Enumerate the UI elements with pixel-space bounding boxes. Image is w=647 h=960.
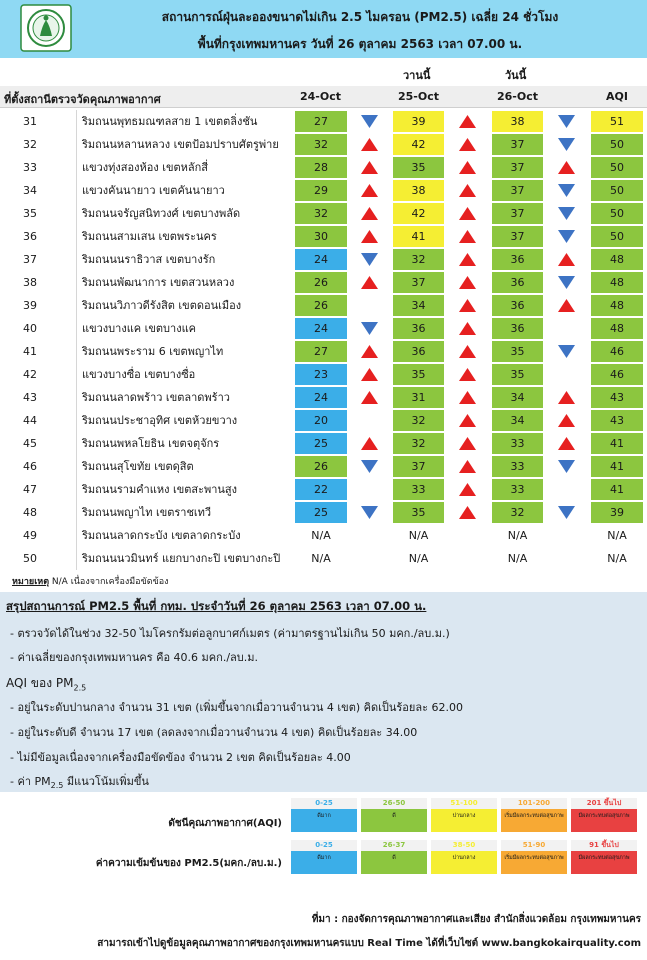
trend-up-icon [361,161,378,174]
table-row [0,156,647,179]
day2-value: 35 [393,364,444,385]
station-number: 48 [23,506,37,519]
pm-legend-item [501,840,567,874]
day3-value: 37 [492,180,543,201]
day1-value: 24 [295,249,347,270]
pm-legend-item [361,840,427,874]
station-name: แขวงคันนายาว เขตคันนายาว [82,184,225,197]
station-name: ริมถนนพญาไท เขตราชเทวี [82,506,212,519]
trend-down-icon [361,253,378,266]
table-row [0,547,647,570]
station-number: 42 [23,368,37,381]
table-row [0,432,647,455]
day2-value: 42 [393,134,444,155]
table-row [0,524,647,547]
day2-value: 36 [393,341,444,362]
day2-value: 35 [393,157,444,178]
summary-trend-line [10,772,149,790]
pm-legend-range: 38-50 [431,840,497,851]
pm-legend-item [291,840,357,874]
day2-value: 39 [393,111,444,132]
station-number: 47 [23,483,37,496]
trend-up-icon [459,322,476,335]
summary-moderate-line: - อยู่ในระดับปานกลาง จำนวน 31 เขต (เพิ่มขึ้นจากเมื่อวานจำนวน 4 เขต) คิดเป็นร้อยละ 62.00 [10,701,463,714]
bma-logo-icon [20,4,72,52]
table-row [0,455,647,478]
aqi-value: 50 [591,203,643,224]
pm-legend-range: 0-25 [291,840,357,851]
column-header-row [0,86,647,108]
station-name: ริมถนนวิภาวดีรังสิต เขตดอนเมือง [82,299,242,312]
aqi-value: 46 [591,341,643,362]
aqi-value: 48 [591,318,643,339]
day3-value: 33 [492,479,543,500]
date1-column-header: 24-Oct [300,90,342,103]
row-divider [76,386,77,409]
station-name: ริมถนนสุโขทัย เขตดุสิต [82,460,194,473]
day2-value: 41 [393,226,444,247]
table-row [0,110,647,133]
day2-value: N/A [408,529,429,542]
day3-value: 36 [492,272,543,293]
row-divider [76,179,77,202]
table-row [0,386,647,409]
aqi-value: 41 [591,479,643,500]
station-number: 34 [23,184,37,197]
page-subtitle: พื้นที่กรุงเทพมหานคร วันที่ 26 ตุลาคม 2563 เวลา 07.00 น. [197,37,523,51]
aqi-value: 50 [591,134,643,155]
today-label: วันนี้ [505,69,527,82]
day2-value: 32 [393,433,444,454]
row-divider [76,478,77,501]
day2-value: 33 [393,479,444,500]
table-row [0,133,647,156]
trend-up-icon [459,437,476,450]
row-divider [76,271,77,294]
trend-up-icon [558,161,575,174]
aqi-legend-swatch: เริ่มมีผลกระทบต่อสุขภาพ [501,809,567,832]
trend-up-icon [361,391,378,404]
summary-nodata-line: - ไม่มีข้อมูลเนื่องจากเครื่องมือขัดข้อง จำนวน 2 เขต คิดเป็นร้อยละ 4.00 [10,751,351,764]
aqi-value: 43 [591,410,643,431]
station-number: 50 [23,552,37,565]
pm-legend-title: ค่าความเข้มข้นของ PM2.5(มคก./ลบ.ม.) [95,858,282,869]
row-divider [76,455,77,478]
pm-legend-range: 51-90 [501,840,567,851]
day1-value: N/A [311,529,331,542]
aqi-value: 51 [591,111,643,132]
page-title: สถานการณ์ฝุ่นละอองขนาดไม่เกิน 2.5 ไมครอน (PM2.5) เฉลี่ย 24 ชั่วโมง [161,10,559,24]
station-name: ริมถนนลาดกระบัง เขตลาดกระบัง [82,529,241,542]
station-number: 46 [23,460,37,473]
row-divider [76,363,77,386]
table-row [0,179,647,202]
trend-down-icon [558,115,575,128]
day2-value: 38 [393,180,444,201]
aqi-legend-swatch: ปานกลาง [431,809,497,832]
pm-legend-range: 91 ขึ้นไป [571,840,637,851]
trend-up-icon [361,207,378,220]
aqi-legend-swatch: ดี [361,809,427,832]
trend-up-icon [459,184,476,197]
day1-value: 32 [295,203,347,224]
row-divider [76,133,77,156]
summary-panel [0,592,647,792]
table-row [0,202,647,225]
day2-value: 35 [393,502,444,523]
pm-legend-item [431,840,497,874]
day3-value: 36 [492,249,543,270]
day1-value: 20 [295,410,347,431]
trend-down-icon [558,460,575,473]
station-name: ริมถนนพุทธมณฑลสาย 1 เขตตลิ่งชัน [82,115,258,128]
aqi-legend-title: ดัชนีคุณภาพอากาศ(AQI) [168,818,282,829]
day1-value: 25 [295,502,347,523]
station-number: 36 [23,230,37,243]
aqi-value: 48 [591,249,643,270]
summary-range-line: - ตรวจวัดได้ในช่วง 32-50 ไมโครกรัมต่อลูกบาศก์เมตร (ค่ามาตรฐานไม่เกิน 50 มคก./ลบ.ม.) [10,627,450,640]
trend-up-icon [361,138,378,151]
aqi-legend-item [431,798,497,832]
day1-value: 26 [295,456,347,477]
row-divider [76,317,77,340]
aqi-legend-range: 26-50 [361,798,427,809]
trend-up-icon [459,207,476,220]
station-column-header: ที่ตั้งสถานีตรวจวัดคุณภาพอากาศ [4,93,161,106]
trend-up-icon [361,345,378,358]
station-number: 35 [23,207,37,220]
pm-legend-swatch: ปานกลาง [431,851,497,874]
trend-up-icon [459,299,476,312]
trend-up-icon [361,276,378,289]
day3-value: 38 [492,111,543,132]
trend-up-icon [558,414,575,427]
day1-value: 32 [295,134,347,155]
table-row [0,340,647,363]
station-number: 38 [23,276,37,289]
aqi-value: 48 [591,272,643,293]
table-row [0,225,647,248]
trend-up-icon [459,391,476,404]
trend-up-icon [459,161,476,174]
aqi-value: 39 [591,502,643,523]
table-row [0,248,647,271]
trend-up-icon [459,506,476,519]
day1-value: 23 [295,364,347,385]
aqi-value: 50 [591,157,643,178]
day1-value: 24 [295,318,347,339]
pm-legend-swatch: ดี [361,851,427,874]
station-number: 44 [23,414,37,427]
footnote-text: N/A เนื่องจากเครื่องมือขัดข้อง [51,577,169,587]
trend-up-icon [459,138,476,151]
station-number: 32 [23,138,37,151]
day2-value: 32 [393,249,444,270]
day3-value: N/A [507,529,528,542]
day1-value: 27 [295,111,347,132]
station-number: 31 [23,115,37,128]
trend-up-icon [459,345,476,358]
pm-legend-swatch: มีผลกระทบต่อสุขภาพ [571,851,637,874]
aqi-value: 50 [591,180,643,201]
day2-value: N/A [408,552,429,565]
trend-up-icon [459,483,476,496]
date2-column-header: 25-Oct [398,90,440,103]
trend-down-icon [361,322,378,335]
trend-up-icon [361,230,378,243]
trend-down-icon [361,115,378,128]
row-divider [76,225,77,248]
station-name: แขวงบางแค เขตบางแค [82,322,197,335]
day3-value: 33 [492,433,543,454]
station-name: ริมถนนพัฒนาการ เขตสวนหลวง [82,276,235,289]
date3-column-header: 26-Oct [497,90,539,103]
day2-value: 36 [393,318,444,339]
day2-value: 37 [393,456,444,477]
aqi-legend-range: 101-200 [501,798,567,809]
trend-up-icon [459,230,476,243]
pm-legend-item [571,840,637,874]
table-row [0,363,647,386]
trend-up-icon [558,299,575,312]
day3-value: 37 [492,203,543,224]
row-divider [76,432,77,455]
day2-value: 37 [393,272,444,293]
pm-legend-range: 26-37 [361,840,427,851]
trend-up-icon [459,115,476,128]
trend-up-icon [361,368,378,381]
aqi-value: 43 [591,387,643,408]
trend-sub: 2.5 [50,781,64,791]
day1-value: 28 [295,157,347,178]
aqi-value: 41 [591,456,643,477]
trend-up-icon [459,414,476,427]
aqi-subtitle-text: AQI ของ PM [6,676,74,690]
day3-value: 36 [492,318,543,339]
day3-value: 37 [492,134,543,155]
row-divider [76,340,77,363]
aqi-subtitle-sub: 2.5 [73,683,87,693]
row-divider [76,294,77,317]
row-divider [76,202,77,225]
day3-value: 37 [492,226,543,247]
trend-up-icon [558,253,575,266]
trend-up-icon [459,460,476,473]
row-divider [76,409,77,432]
station-name: ริมถนนจรัญสนิทวงศ์ เขตบางพลัด [82,207,241,220]
trend-up-icon [361,437,378,450]
day3-value: 33 [492,456,543,477]
footnote [12,574,169,588]
summary-good-line: - อยู่ในระดับดี จำนวน 17 เขต (ลดลงจากเมื่อวานจำนวน 4 เขต) คิดเป็นร้อยละ 34.00 [10,726,418,739]
row-divider [76,501,77,524]
aqi-legend-swatch: มีผลกระทบต่อสุขภาพ [571,809,637,832]
day3-value: 35 [492,364,543,385]
trend-up-icon [558,391,575,404]
station-number: 41 [23,345,37,358]
station-name: ริมถนนพหลโยธิน เขตจตุจักร [82,437,220,450]
station-number: 40 [23,322,37,335]
summary-average-line: - ค่าเฉลี่ยของกรุงเทพมหานคร คือ 40.6 มคก./ลบ.ม. [10,651,258,664]
day3-value: N/A [507,552,528,565]
header-banner [0,0,647,58]
table-row [0,478,647,501]
aqi-value: 48 [591,295,643,316]
aqi-subtitle [6,674,86,693]
day3-value: 34 [492,387,543,408]
station-name: ริมถนนสามเสน เขตพระนคร [82,230,217,243]
day1-value: 22 [295,479,347,500]
day1-value: 26 [295,272,347,293]
day1-value: 29 [295,180,347,201]
trend-up-icon [361,184,378,197]
pm-legend-swatch: เริ่มมีผลกระทบต่อสุขภาพ [501,851,567,874]
station-name: ริมถนนพระราม 6 เขตพญาไท [82,345,224,358]
aqi-value: 41 [591,433,643,454]
table-row [0,501,647,524]
day1-value: 27 [295,341,347,362]
station-name: แขวงบางซื่อ เขตบางซื่อ [82,368,196,381]
trend-down-icon [558,207,575,220]
day3-value: 36 [492,295,543,316]
aqi-legend-item [291,798,357,832]
day1-value: 24 [295,387,347,408]
station-name: ริมถนนประชาอุทิศ เขตห้วยขวาง [82,414,238,427]
aqi-column-header: AQI [606,90,628,103]
trend-down-icon [558,184,575,197]
station-name: แขวงทุ่งสองห้อง เขตหลักสี่ [82,161,208,174]
trend-down-icon [558,506,575,519]
station-name: ริมถนนลาดพร้าว เขตลาดพร้าว [82,391,230,404]
website-note: สามารถเข้าไปดูข้อมูลคุณภาพอากาศของกรุงเทพมหานครแบบ Real Time ได้ที่เว็บไซต์ www.bangkokairquality.com [97,938,641,949]
day3-value: 34 [492,410,543,431]
trend-prefix: - ค่า PM [10,775,51,788]
table-row [0,271,647,294]
aqi-value: 46 [591,364,643,385]
aqi-legend-item [501,798,567,832]
station-number: 49 [23,529,37,542]
aqi-value: N/A [607,529,627,542]
station-name: ริมถนนหลานหลวง เขตป้อมปราบศัตรูพ่าย [82,138,279,151]
row-divider [76,524,77,547]
station-number: 45 [23,437,37,450]
aqi-legend-swatch: ดีมาก [291,809,357,832]
yesterday-label: วานนี้ [403,69,431,82]
table-row [0,294,647,317]
station-name: ริมถนนนวมินทร์ แยกบางกะปิ เขตบางกะปิ [82,552,281,565]
station-number: 39 [23,299,37,312]
table-row [0,317,647,340]
table-row [0,409,647,432]
row-divider [76,248,77,271]
station-number: 43 [23,391,37,404]
day2-value: 34 [393,295,444,316]
day2-value: 31 [393,387,444,408]
trend-down-icon [558,276,575,289]
row-divider [76,110,77,133]
trend-up-icon [558,437,575,450]
day1-value: N/A [311,552,331,565]
row-divider [76,547,77,570]
trend-down-icon [361,460,378,473]
aqi-legend-range: 201 ขึ้นไป [571,798,637,809]
day1-value: 30 [295,226,347,247]
trend-down-icon [558,345,575,358]
aqi-legend-item [571,798,637,832]
trend-down-icon [558,230,575,243]
station-number: 37 [23,253,37,266]
aqi-legend-range: 0-25 [291,798,357,809]
footnote-label: หมายเหตุ [12,577,50,587]
day3-value: 37 [492,157,543,178]
pm-legend-swatch: ดีมาก [291,851,357,874]
source-credit: ที่มา : กองจัดการคุณภาพอากาศและเสียง สำนักสิ่งแวดล้อม กรุงเทพมหานคร [311,914,641,925]
day3-value: 35 [492,341,543,362]
aqi-legend-range: 51-100 [431,798,497,809]
day2-value: 32 [393,410,444,431]
day2-value: 42 [393,203,444,224]
station-name: ริมถนนนราธิวาส เขตบางรัก [82,253,216,266]
row-divider [76,156,77,179]
day3-value: 32 [492,502,543,523]
trend-suffix: มีแนวโน้มเพิ่มขึ้น [63,775,149,788]
day1-value: 25 [295,433,347,454]
aqi-legend-item [361,798,427,832]
aqi-value: N/A [607,552,627,565]
day1-value: 26 [295,295,347,316]
trend-up-icon [459,368,476,381]
trend-up-icon [459,276,476,289]
summary-heading: สรุปสถานการณ์ PM2.5 พื้นที่ กทม. ประจำวันที่ 26 ตุลาคม 2563 เวลา 07.00 น. [6,599,427,613]
trend-down-icon [361,506,378,519]
trend-up-icon [459,253,476,266]
station-number: 33 [23,161,37,174]
trend-down-icon [558,138,575,151]
aqi-value: 50 [591,226,643,247]
station-name: ริมถนนรามคำแหง เขตสะพานสูง [82,483,238,496]
